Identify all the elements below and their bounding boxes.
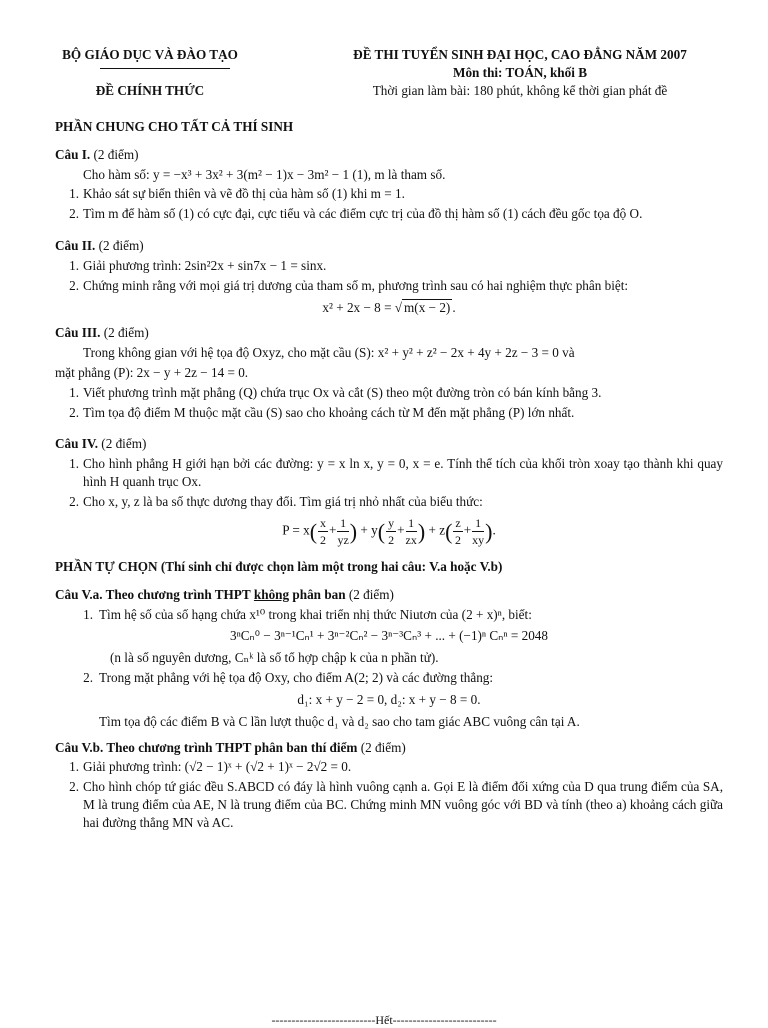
exam-title: ĐỀ THI TUYỂN SINH ĐẠI HỌC, CAO ĐẲNG NĂM 2007 bbox=[353, 47, 687, 62]
question-2-equation: x² + 2x − 8 = √ m(x − 2) . bbox=[322, 299, 456, 315]
question-4-points: (2 điểm) bbox=[101, 436, 147, 452]
question-3-item: 1. Viết phương trình mặt phẳng (Q) chứa trục Ox và cắt (S) theo một đường tròn có bán kính bằng 3. bbox=[69, 384, 602, 400]
question-1-intro: Cho hàm số: y = −x³ + 3x² + 3(m² − 1)x − 3m² − 1 (1), m là tham số. bbox=[83, 166, 446, 182]
question-5a-lines: d₁: x + y − 2 = 0, d₂: x + y − 8 = 0. bbox=[297, 691, 481, 707]
question-2 bbox=[55, 237, 723, 316]
header-divider bbox=[100, 68, 230, 69]
official-label: ĐỀ CHÍNH THỨC bbox=[95, 83, 205, 98]
question-5a-item: 1. Tìm hệ số của số hạng chứa x¹⁰ trong khai triển nhị thức Niutơn của (2 + x)ⁿ, biết: bbox=[83, 606, 532, 622]
question-4-equation: P = x( $\frac{x}{2}$ + $\frac{1}{yz}$ ) + y( $\frac{y}{2}$ + $\frac{1}{zx}$ ) + z( $\frac{z}{2}$ + $\frac{1}{xy}$ ). bbox=[282, 515, 496, 547]
question-3-item: 2. Tìm tọa độ điểm M thuộc mặt cầu (S) sao cho khoảng cách từ M đến mặt phẳng (P) lớn nhất. bbox=[69, 404, 575, 420]
question-3-points: (2 điểm) bbox=[103, 325, 149, 341]
question-3-plane: mặt phẳng (P): 2x − y + 2z − 14 = 0. bbox=[55, 364, 249, 380]
question-4 bbox=[55, 435, 723, 548]
question-2-item: 1. Giải phương trình: 2sin²2x + sin7x − 1 = sinx. bbox=[69, 257, 327, 273]
question-5a: Câu V.a. Theo chương trình THPT không phân ban (2 điểm) 1. Tìm hệ số của số hạng chứa x¹⁰ trong khai triển nhị thức Niutơn của (2 + x)ⁿ, biết: 3ⁿCₙ⁰ − 3ⁿ⁻¹Cₙ¹ + 3ⁿ⁻²Cₙ² − 3ⁿ⁻³Cₙ³ + ... + (−1)ⁿ Cₙⁿ = 2048 (n là số nguyên dương, Cₙᵏ là số tổ hợp chập k của n phần tử). 2. Trong mặt phẳng với hệ tọa độ Oxy, cho điểm A(2; 2) và các đường thẳng: d₁: x + y − 2 = 0, d₂: x + y − 8 = 0. Tìm tọa độ các điểm B và C lần lượt thuộc d₁ và d₂ sao cho tam giác ABC vuông cân tại A. bbox=[55, 586, 723, 731]
question-2-points: (2 điểm) bbox=[98, 238, 144, 254]
question-5b-title: Câu V.b. Theo chương trình THPT phân ban thí điểm bbox=[55, 739, 358, 755]
common-section-title: PHẦN CHUNG CHO TẤT CẢ THÍ SINH bbox=[55, 119, 294, 134]
exam-content bbox=[55, 118, 723, 834]
question-5b-item: 1. Giải phương trình: (√2 − 1)ˣ + (√2 + 1)ˣ − 2√2 = 0. bbox=[69, 759, 352, 775]
question-3-title: Câu III. bbox=[55, 325, 101, 341]
ministry-name: BỘ GIÁO DỤC VÀ ĐÀO TẠO bbox=[62, 47, 238, 62]
question-4-item: 2. Cho x, y, z là ba số thực dương thay đổi. Tìm giá trị nhỏ nhất của biểu thức: bbox=[69, 493, 483, 509]
question-5b-item: 2. Cho hình chóp tứ giác đều S.ABCD có đáy là hình vuông cạnh a. Gọi E là điểm đối xứng của D qua trung điểm của SA, M là trung điểm của AE, N là trung điểm của BC. Chứng minh MN vuông góc với BD và tính (theo a) khoảng cách giữa hai đường thẳng MN và AC. bbox=[69, 779, 723, 830]
question-3-intro: Trong không gian với hệ tọa độ Oxyz, cho mặt cầu (S): x² + y² + z² − 2x + 4y + 2z − 3 = 0 và bbox=[83, 345, 575, 361]
question-4-title: Câu IV. bbox=[55, 436, 98, 452]
question-3 bbox=[55, 324, 723, 421]
question-5a-item: 2. Trong mặt phẳng với hệ tọa độ Oxy, cho điểm A(2; 2) và các đường thẳng: bbox=[83, 670, 494, 686]
question-5a-task: Tìm tọa độ các điểm B và C lần lượt thuộc d₁ và d₂ sao cho tam giác ABC vuông cân tại A. bbox=[99, 713, 580, 729]
question-1-function: y = −x³ + 3x² + 3(m² − 1)x − 3m² − 1 bbox=[152, 166, 350, 182]
question-5a-note: (n là số nguyên dương, Cₙᵏ là số tổ hợp chập k của n phần tử). bbox=[110, 650, 439, 666]
question-1-points: (2 điểm) bbox=[93, 146, 139, 162]
question-5a-points: (2 điểm) bbox=[348, 586, 394, 602]
question-5b bbox=[55, 739, 723, 832]
question-5b-points: (2 điểm) bbox=[360, 739, 406, 755]
exam-subject: Môn thi: TOÁN, khối B bbox=[453, 65, 587, 80]
question-1-item: 1. Khảo sát sự biến thiên và vẽ đồ thị của hàm số (1) khi m = 1. bbox=[69, 186, 405, 202]
end-marker: --------------------------Hết-------------------------- bbox=[271, 1013, 497, 1027]
question-1-item: 2. Tìm m để hàm số (1) có cực đại, cực tiểu và các điểm cực trị của đồ thị hàm số (1) cách đều gốc tọa độ O. bbox=[69, 206, 643, 222]
question-1 bbox=[55, 146, 723, 223]
exam-time: Thời gian làm bài: 180 phút, không kể thời gian phát đề bbox=[372, 83, 668, 98]
question-2-item: 2. Chứng minh rằng với mọi giá trị dương của tham số m, phương trình sau có hai nghiệm thực phân biệt: bbox=[69, 277, 629, 293]
question-2-title: Câu II. bbox=[55, 238, 96, 254]
question-1-title: Câu I. bbox=[55, 146, 91, 162]
question-5a-title: Câu V.a. Theo chương trình THPT bbox=[55, 586, 251, 602]
document-header bbox=[0, 46, 768, 106]
question-5a-equation: 3ⁿCₙ⁰ − 3ⁿ⁻¹Cₙ¹ + 3ⁿ⁻²Cₙ² − 3ⁿ⁻³Cₙ³ + ... + (−1)ⁿ Cₙⁿ = 2048 bbox=[229, 628, 548, 644]
question-4-item: 1. Cho hình phẳng H giới hạn bởi các đường: y = x ln x, y = 0, x = e. Tính thể tích của khối tròn xoay tạo thành khi quay hình H quanh trục Ox. bbox=[69, 456, 723, 489]
elective-section-title: PHẦN TỰ CHỌN (Thí sinh chỉ được chọn làm một trong hai câu: V.a hoặc V.b) bbox=[55, 559, 503, 574]
